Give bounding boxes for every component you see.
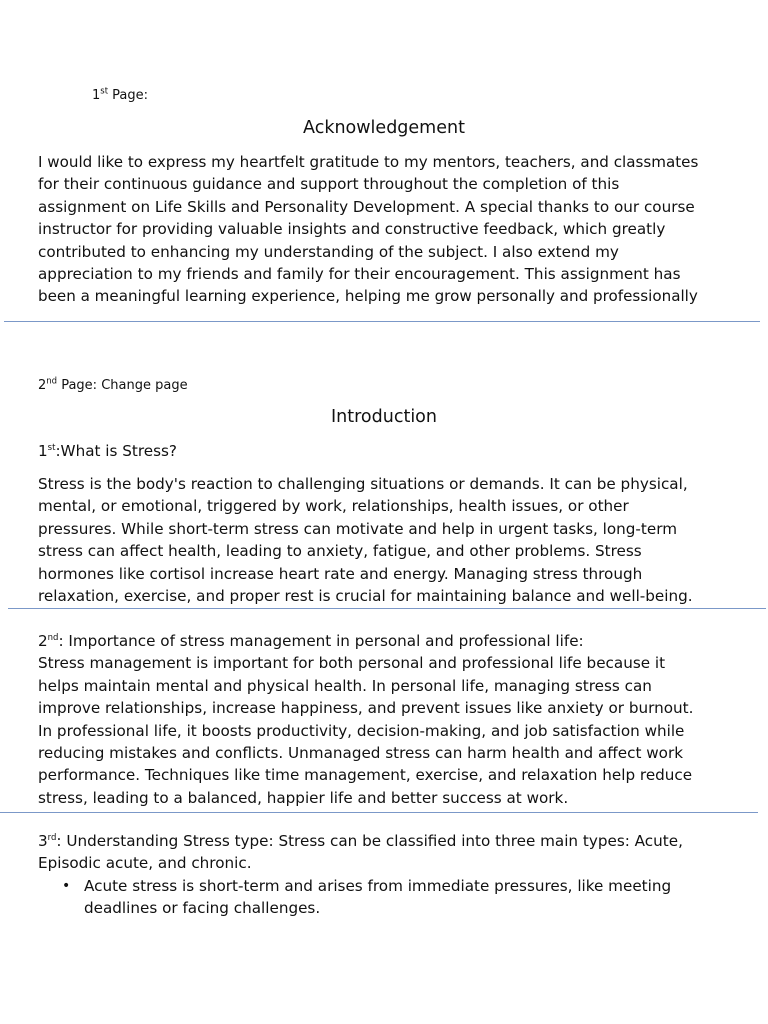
paragraph-line: mental, or emotional, triggered by work, relationships, health issues, or other — [38, 497, 629, 516]
section-2-heading: 2nd: Importance of stress management in personal and professional life: — [38, 632, 584, 650]
stress-types-list — [38, 875, 718, 920]
paragraph-line: pressures. While short-term stress can motivate and help in urgent tasks, long-term — [38, 519, 677, 538]
paragraph-line: appreciation to my friends and family for their encouragement. This assignment has — [38, 264, 681, 283]
paragraph-line: In professional life, it boosts productivity, decision-making, and job satisfaction while — [38, 721, 685, 740]
section-3-heading: 3rd: Understanding Stress type: Stress can be classified into three main types: Acute, Episodic acute, and chronic. — [38, 832, 683, 873]
section-divider — [4, 321, 760, 322]
paragraph-line: hormones like cortisol increase heart rate and energy. Managing stress through — [38, 564, 643, 583]
section-divider — [8, 608, 766, 609]
list-item-line: deadlines or facing challenges. — [84, 899, 321, 918]
paragraph-line: instructor for providing valuable insights and constructive feedback, which greatly — [38, 220, 666, 239]
paragraph-line: reducing mistakes and conflicts. Unmanaged stress can harm health and affect work — [38, 743, 683, 762]
paragraph-line: Stress management is important for both personal and professional life because it — [38, 654, 666, 673]
paragraph-line: performance. Techniques like time management, exercise, and relaxation help reduce — [38, 766, 693, 785]
list-item — [38, 875, 718, 920]
paragraph-line: helps maintain mental and physical health. In personal life, managing stress can — [38, 676, 652, 695]
paragraph-line: I would like to express my heartfelt gratitude to my mentors, teachers, and classmates — [38, 153, 699, 171]
section-divider — [0, 812, 758, 813]
paragraph-line: improve relationships, increase happiness, and prevent issues like anxiety or burnout. — [38, 699, 694, 718]
paragraph-line: Stress is the body's reaction to challenging situations or demands. It can be physical, — [38, 475, 688, 493]
acknowledgement-paragraph — [38, 151, 698, 308]
paragraph-line: contributed to enhancing my understanding of the subject. I also extend my — [38, 242, 619, 261]
paragraph-line: relaxation, exercise, and proper rest is crucial for maintaining balance and well-being. — [38, 586, 693, 605]
acknowledgement-title: Acknowledgement — [303, 118, 465, 138]
page-2-marker: 2nd Page: Change page — [38, 376, 188, 393]
bullet-icon: • — [62, 878, 71, 894]
section-1-paragraph — [38, 473, 698, 607]
paragraph-line: been a meaningful learning experience, helping me grow personally and professionally — [38, 287, 698, 306]
section-2-block — [38, 630, 698, 809]
paragraph-line: assignment on Life Skills and Personality Development. A special thanks to our course — [38, 197, 695, 216]
paragraph-line: for their continuous guidance and support throughout the completion of this — [38, 175, 620, 194]
paragraph-line: stress, leading to a balanced, happier life and better success at work. — [38, 788, 569, 807]
paragraph-line: stress can affect health, leading to anxiety, fatigue, and other problems. Stress — [38, 542, 642, 561]
page-1-marker: 1st Page: — [92, 86, 149, 103]
list-item-line: Acute stress is short-term and arises from immediate pressures, like meeting — [84, 877, 672, 895]
section-1-heading: 1st:What is Stress? — [38, 442, 177, 460]
introduction-title: Introduction — [331, 407, 437, 427]
